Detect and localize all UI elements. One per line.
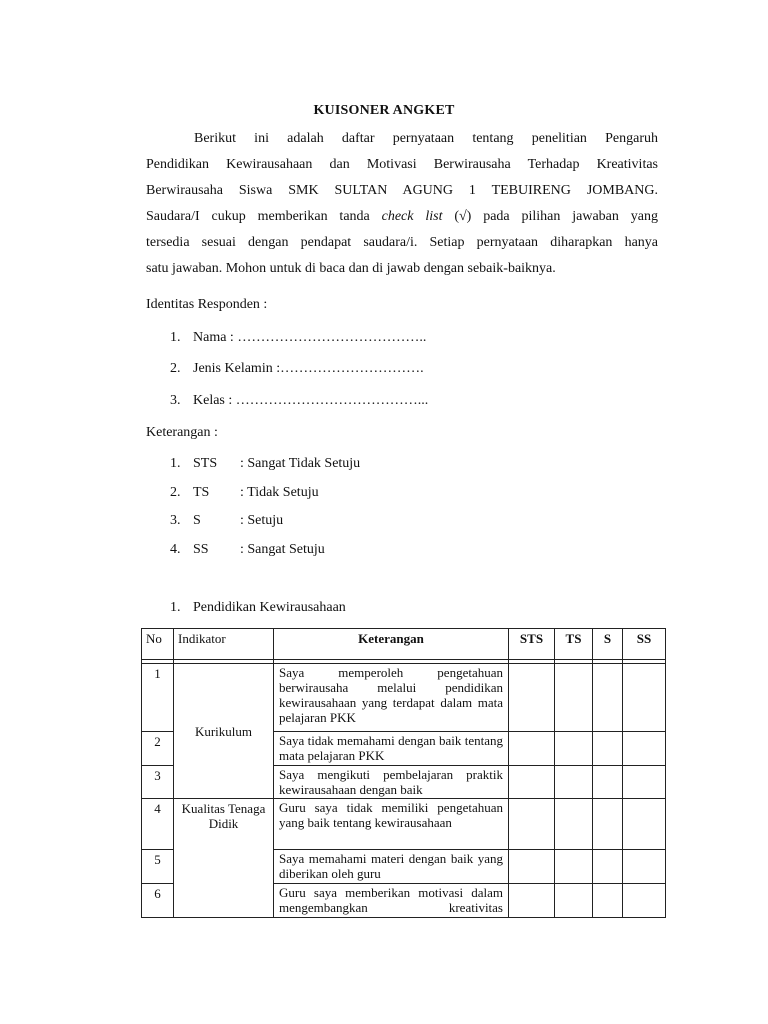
answer-cell-ss[interactable] — [623, 732, 666, 766]
table-row — [142, 799, 666, 850]
header-indikator: Indikator — [174, 629, 274, 660]
scale-description: : Sangat Setuju — [240, 542, 325, 557]
answer-cell-ss[interactable] — [623, 884, 666, 918]
list-number: 1. — [170, 456, 181, 471]
answer-cell-s[interactable] — [593, 884, 623, 918]
answer-cell-ss[interactable] — [623, 850, 666, 884]
answer-cell-ts[interactable] — [555, 664, 593, 732]
table-header-row — [142, 629, 666, 660]
list-number: 4. — [170, 542, 181, 557]
page-title: KUISONER ANGKET — [313, 103, 455, 118]
table-row — [142, 664, 666, 732]
statement-cell: Saya memahami materi dengan baik yang diberikan oleh guru — [274, 850, 509, 884]
answer-cell-s[interactable] — [593, 664, 623, 732]
answer-cell-s[interactable] — [593, 850, 623, 884]
intro-text: Saudara/I cukup memberikan tanda — [146, 209, 382, 224]
indicator-cell: Kurikulum — [174, 664, 274, 799]
answer-cell-sts[interactable] — [509, 732, 555, 766]
identitas-item — [170, 330, 427, 346]
section-heading — [170, 600, 346, 616]
intro-italic-text: check list — [381, 209, 443, 224]
intro-line: satu jawaban. Mohon untuk di baca dan di jawab dengan sebaik-baiknya. — [146, 261, 556, 276]
answer-cell-ts[interactable] — [555, 732, 593, 766]
keterangan-item — [170, 485, 319, 501]
header-s: S — [593, 629, 623, 660]
row-number: 4 — [142, 799, 174, 850]
header-sts: STS — [509, 629, 555, 660]
answer-cell-s[interactable] — [593, 766, 623, 799]
answer-cell-sts[interactable] — [509, 664, 555, 732]
answer-cell-sts[interactable] — [509, 850, 555, 884]
intro-line-checklist — [146, 204, 658, 230]
section-title: Pendidikan Kewirausahaan — [193, 600, 346, 615]
list-number: 3. — [170, 393, 181, 408]
statement-cell: Guru saya memberikan motivasi dalam mengembangkan kreativitas — [274, 884, 509, 918]
scale-code: S — [193, 513, 201, 528]
keterangan-label: Keterangan : — [146, 425, 218, 440]
statement-cell: Guru saya tidak memiliki pengetahuan yang baik tentang kewirausahaan — [274, 799, 509, 850]
answer-cell-ss[interactable] — [623, 664, 666, 732]
identitas-item — [170, 393, 429, 409]
scale-code: STS — [193, 456, 218, 471]
intro-line: Berikut ini adalah daftar pernyataan tentang penelitian Pengaruh — [194, 131, 658, 146]
header-ss: SS — [623, 629, 666, 660]
answer-cell-ts[interactable] — [555, 766, 593, 799]
header-keterangan: Keterangan — [274, 629, 509, 660]
list-number: 1. — [170, 330, 181, 345]
header-ts: TS — [555, 629, 593, 660]
row-number: 2 — [142, 732, 174, 766]
answer-cell-sts[interactable] — [509, 799, 555, 850]
scale-description: : Sangat Tidak Setuju — [240, 456, 361, 471]
answer-cell-sts[interactable] — [509, 766, 555, 799]
scale-description: : Tidak Setuju — [240, 485, 319, 500]
identitas-label: Identitas Responden : — [146, 297, 268, 312]
answer-cell-sts[interactable] — [509, 884, 555, 918]
indicator-cell: Kualitas Tenaga Didik — [174, 799, 274, 918]
identitas-field-nama: Nama : ………………………………….. — [193, 330, 427, 345]
identitas-field-kelas: Kelas : …………………………………... — [193, 393, 429, 408]
row-number: 3 — [142, 766, 174, 799]
answer-cell-ts[interactable] — [555, 884, 593, 918]
intro-text: (√) pada pilihan jawaban yang — [442, 209, 658, 224]
answer-cell-ts[interactable] — [555, 799, 593, 850]
intro-line: Pendidikan Kewirausahaan dan Motivasi Berwirausaha Terhadap Kreativitas — [146, 157, 658, 172]
identitas-item — [170, 361, 424, 377]
scale-description: : Setuju — [240, 513, 284, 528]
row-number: 1 — [142, 664, 174, 732]
intro-paragraph — [146, 126, 658, 282]
statement-cell: Saya mengikuti pembelajaran praktik kewirausahaan dengan baik — [274, 766, 509, 799]
scale-code: TS — [193, 485, 210, 500]
scale-code: SS — [193, 542, 209, 557]
intro-line: tersedia sesuai dengan pendapat saudara/i. Setiap pernyataan diharapkan hanya — [146, 235, 658, 250]
statement-cell: Saya memperoleh pengetahuan berwirausaha melalui pendidikan kewirausahaan yang terdapat dalam mata pelajaran PKK — [274, 664, 509, 732]
answer-cell-s[interactable] — [593, 799, 623, 850]
answer-cell-ts[interactable] — [555, 850, 593, 884]
statement-cell: Saya tidak memahami dengan baik tentang mata pelajaran PKK — [274, 732, 509, 766]
intro-line: Berwirausaha Siswa SMK SULTAN AGUNG 1 TEBUIRENG JOMBANG. — [146, 183, 658, 198]
list-number: 2. — [170, 485, 181, 500]
header-no: No — [142, 629, 174, 660]
row-number: 6 — [142, 884, 174, 918]
answer-cell-ss[interactable] — [623, 799, 666, 850]
questionnaire-table — [141, 628, 666, 918]
keterangan-item — [170, 456, 361, 472]
answer-cell-ss[interactable] — [623, 766, 666, 799]
row-number: 5 — [142, 850, 174, 884]
keterangan-item — [170, 542, 325, 558]
answer-cell-s[interactable] — [593, 732, 623, 766]
section-number: 1. — [170, 600, 181, 615]
keterangan-item — [170, 513, 284, 529]
list-number: 2. — [170, 361, 181, 376]
identitas-field-jenis-kelamin: Jenis Kelamin :…………………………. — [193, 361, 424, 376]
list-number: 3. — [170, 513, 181, 528]
